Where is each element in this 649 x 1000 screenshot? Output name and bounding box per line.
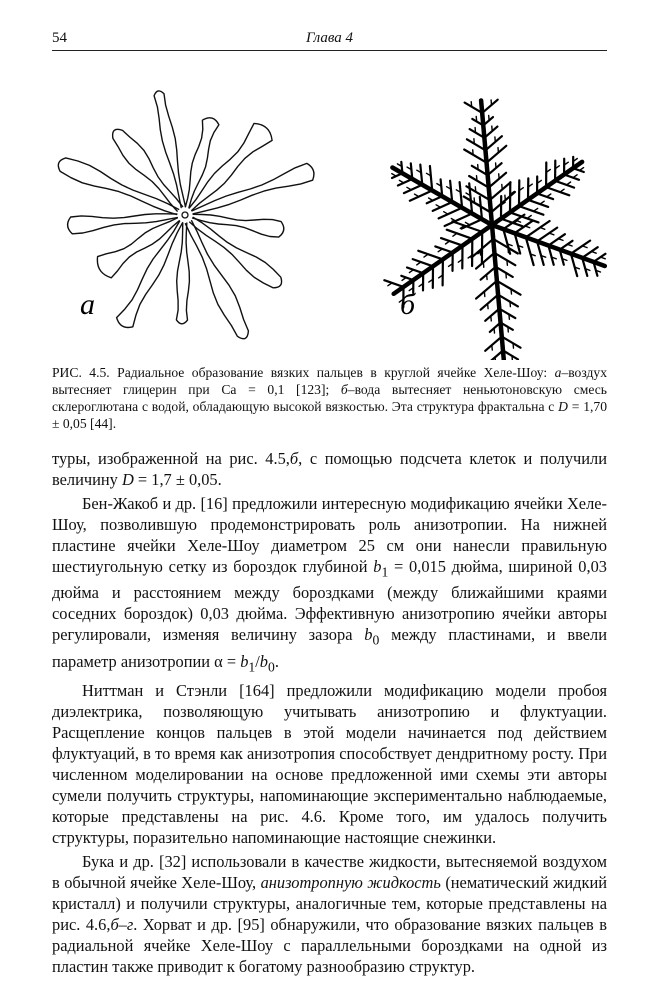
p2-alpha-b1-var: b: [240, 651, 249, 671]
p1-text-3: = 1,7 ± 0,05.: [137, 470, 222, 489]
dendrite-twig: [407, 187, 411, 190]
dendrite-branch: [411, 163, 413, 179]
dendrite-branch: [481, 267, 496, 280]
p2-alpha-b0-sub: 0: [268, 658, 275, 674]
dendrite-branch: [488, 163, 502, 175]
dendrite-branch: [401, 162, 402, 173]
dendrite-branch: [489, 173, 506, 188]
p4-panel-ref: б–г: [110, 914, 134, 934]
caption-d-text: = 1,70 ± 0,05 [44].: [52, 399, 607, 431]
dendrite-branch: [384, 280, 403, 287]
dendrite-twig: [511, 289, 512, 294]
caption-prefix: РИС. 4.5. Радиальное образование вязких пальцев в круглой ячейке Хеле-Шоу:: [52, 365, 548, 380]
finger-lobe: [190, 217, 282, 287]
dendrite-branch: [469, 183, 472, 213]
finger-lobe: [58, 158, 178, 215]
p1-d-var: D: [121, 470, 134, 489]
dendrite-twig: [507, 260, 508, 265]
finger-lobe: [185, 221, 248, 339]
dendrite-twig: [475, 187, 476, 192]
caption-a-label: а: [554, 365, 562, 380]
paragraph-1: [52, 448, 607, 490]
dendrite-twig: [549, 233, 554, 235]
p1-panel-ref: б: [289, 449, 299, 468]
page-number: 54: [52, 30, 67, 46]
paragraph-2: [52, 493, 607, 677]
dendrite-branch: [476, 253, 494, 269]
p2-b1-sub: 1: [381, 564, 389, 580]
p2-alpha-b0-var: b: [259, 651, 268, 671]
dendrite-branch: [490, 351, 503, 361]
dendrite-twig: [465, 222, 469, 225]
panel-label-a: а: [80, 288, 95, 321]
finger-lobe: [97, 218, 179, 278]
page-header: [52, 28, 607, 51]
finger-lobe: [68, 214, 178, 234]
dendrite-branch: [485, 309, 499, 321]
p2-b1-var: b: [373, 557, 382, 576]
dendrite-twig: [476, 117, 477, 122]
dendrite-branch: [482, 100, 498, 113]
dendrite-twig: [474, 198, 475, 203]
paragraph-4: [52, 851, 607, 977]
finger-lobe: [192, 163, 314, 213]
dendrite-twig: [399, 180, 403, 183]
dendrite-branch: [427, 196, 443, 203]
dendrite-branch: [481, 295, 499, 310]
caption-b-text: –вода вытесняет неньютоновскую смесь склероглютана с водой, обладающую высокой вязкостью. Эта структура фрактальна с: [52, 382, 607, 414]
finger-lobe: [176, 223, 189, 324]
dendrite-twig: [525, 226, 530, 228]
p2-b0-var: b: [364, 625, 373, 645]
caption-a-text: –воздух вытесняет глицерин при Ca = 0,1 [123];: [52, 365, 607, 397]
finger-lobe: [154, 91, 185, 208]
dendrite-twig: [547, 194, 551, 197]
dendrite-twig: [488, 304, 489, 309]
finger-lobe: [117, 221, 183, 327]
dendrite-branch: [486, 136, 502, 150]
body-text: [52, 448, 607, 977]
figure-drawing: [52, 70, 607, 360]
dendrite-twig: [601, 257, 606, 259]
dendrite-branch: [413, 259, 433, 266]
dendrite-twig: [477, 176, 478, 181]
dendrite-twig: [492, 345, 493, 350]
dendrite-branch: [439, 208, 463, 219]
dendrite-branch: [418, 251, 443, 260]
dendrite-twig: [438, 249, 442, 252]
dendrite-twig: [415, 194, 419, 197]
finger-lobe: [185, 118, 219, 208]
dendrite-branch: [404, 185, 422, 193]
dendrite-twig: [592, 252, 597, 254]
injection-point-a: [182, 212, 188, 218]
dendrite-branch: [528, 200, 548, 207]
p4-text-1: Бука и др. [32] использовали в качестве жидкости, вытесняемой воздухом в обычной ячейке Хеле-Шоу,: [52, 851, 607, 892]
p2-alpha-b1-sub: 1: [248, 658, 256, 674]
p4-text-3: . Хорват и др. [95] обнаружили, что образование вязких пальцев в радиальной ячейке Хеле-Шоу с параллельными бороздками на одной из пластин также приводит к богатому разнообразию структур.: [52, 914, 607, 976]
dendritic-pattern-b: [384, 100, 605, 360]
p1-text-1: туры, изображенной на рис. 4.5,: [52, 449, 290, 468]
dendrite-branch: [447, 230, 473, 239]
dendrite-twig: [429, 198, 433, 201]
dendrite-branch: [484, 127, 497, 138]
p2-b0-sub: 0: [372, 632, 380, 648]
dendrite-twig: [540, 228, 545, 230]
caption-d-var: D: [558, 399, 568, 414]
dendrite-branch: [464, 150, 486, 163]
dendrite-branch: [519, 206, 543, 215]
p2-text-3: между пластинами, и ввели параметр анизотропии α =: [52, 625, 608, 671]
p4-text-2: (нематический жидкий кристалл) и получили структуры, аналогичные тем, которые представлены на рис. 4.6,: [52, 872, 607, 934]
dendrite-branch: [487, 146, 507, 163]
p1-text-2: , с помощью подсчета клеток и получили величину: [52, 449, 608, 489]
p2-text-1: Бен-Жакоб и др. [16] предложили интересную модификацию ячейки Хеле-Шоу, позволившую продемонстрировать роль анизотропии. На нижней пластине ячейки Хеле-Шоу диаметром 25 см они нанесли правильную шестиугольную сетку из бороздок глубиной: [52, 494, 607, 576]
dendrite-twig: [540, 201, 544, 204]
figure-caption: [52, 364, 607, 432]
dendrite-twig: [513, 343, 514, 348]
dendrite-twig: [534, 208, 538, 211]
dendrite-branch: [433, 202, 453, 211]
dendrite-twig: [436, 205, 440, 208]
p2-slash: /: [255, 651, 260, 671]
dendrite-twig: [582, 246, 587, 248]
dendrite-twig: [509, 314, 510, 319]
running-head: Глава 4: [305, 30, 354, 46]
dendrite-branch: [441, 238, 463, 246]
dendrite-branch: [497, 281, 521, 295]
caption-b-label: б: [340, 382, 348, 397]
dendrite-twig: [558, 239, 563, 241]
paragraph-3: Ниттман и Стэнли [164] предложили модификацию модели пробоя диэлектрика, позволяющую учитывать анизотропию и флуктуации. Расщепление концов пальцев в этой модели начинается под действием флуктуаций, в то время как анизотропия способствует дендритному росту. При численном моделировании на основе предложенной ими схемы эти авторы сумели получить структуры, напоминающие экспериментально наблюдаемые, которые представлены на рис. 4.6. Кроме того, им удалось получить структуры, поразительно напоминающие настоящие снежинки.: [52, 680, 607, 847]
panel-label-b: б: [400, 288, 416, 321]
dendrite-twig: [417, 262, 421, 265]
dendrite-twig: [392, 174, 396, 177]
dendrite-twig: [487, 275, 488, 280]
dendrite-branch: [485, 337, 502, 351]
dendrite-twig: [444, 212, 448, 215]
dendrite-branch: [410, 191, 432, 201]
p4-italic-term: анизотропную жидкость: [260, 872, 441, 892]
p2-period: .: [274, 651, 279, 671]
figure-4-5: [52, 70, 607, 360]
dendrite-twig: [567, 244, 572, 246]
dendrite-twig: [491, 316, 492, 321]
p2-text-2: = 0,015 дюйма, шириной 0,03 дюйма и расстоянием между бороздками (между ближайшими краями соседних бороздок) 0,03 дюйма. Эффективную анизотропию ячейки авторы регулировали, изменяя величину зазора: [52, 557, 607, 645]
dendrite-twig: [471, 102, 472, 107]
dendrite-branch: [476, 281, 497, 299]
